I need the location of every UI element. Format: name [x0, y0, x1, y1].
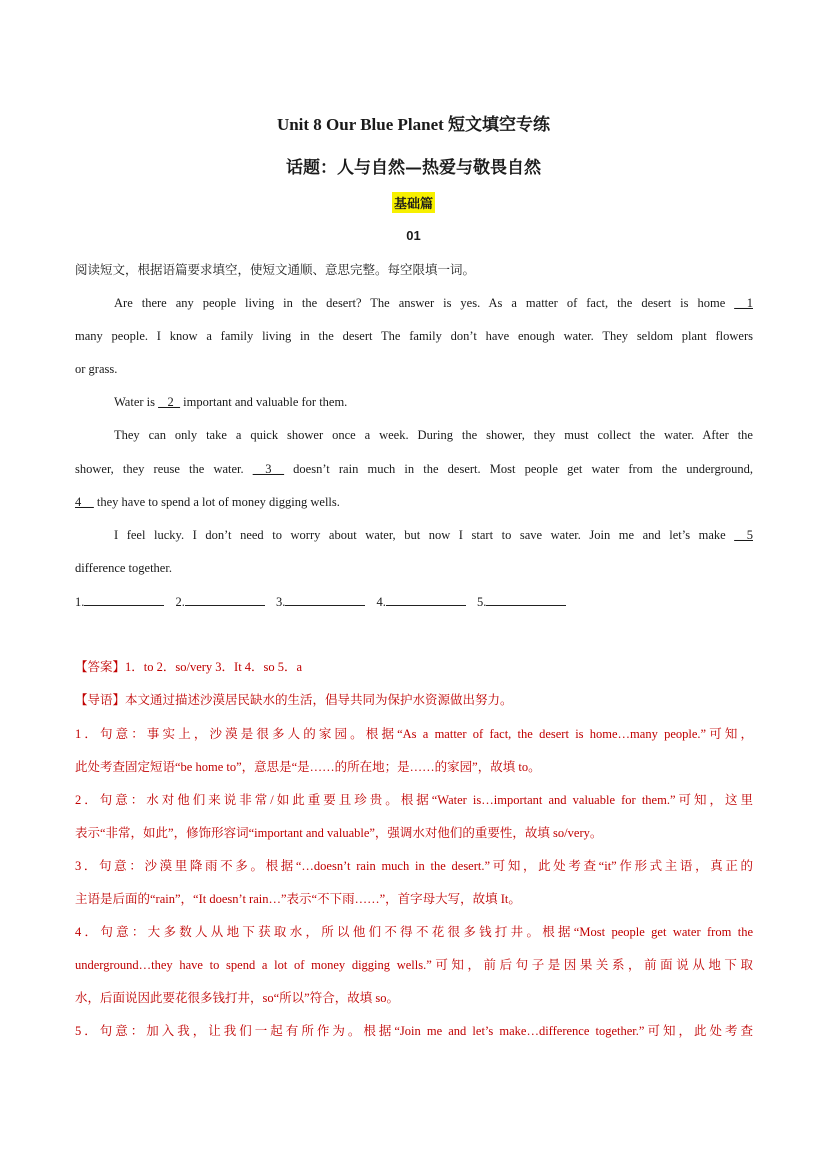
passage-text: important and valuable for them.	[180, 395, 348, 409]
answer-blank-line[interactable]	[386, 592, 466, 606]
level-heading-wrap	[0, 192, 827, 213]
answers-text: 1．to 2．so/very 3．It 4．so 5．a	[125, 660, 303, 674]
blank-5: __5	[734, 528, 753, 542]
explanation-line: 5．句意：加入我，让我们一起有所作为。根据“Join me and let’s make…difference together.”可知，此处考查	[75, 1024, 753, 1038]
explanation-line: 水，后面说因此要花很多钱打井，so“所以”符合，故填 so。	[75, 991, 399, 1005]
explanation-line: 此处考查固定短语“be home to”，意思是“是……的所在地；是……的家园”，故填 to。	[75, 760, 541, 774]
answer-blank-label: 3.	[276, 595, 286, 609]
topic-heading: 话题：人与自然—热爱与敬畏自然	[286, 158, 541, 178]
passage-line	[75, 492, 753, 512]
passage-line	[75, 459, 753, 479]
answer-blank-line[interactable]	[84, 592, 164, 606]
blank-3: __3__	[252, 462, 285, 476]
answer-blank-label: 4.	[376, 595, 386, 609]
explanation-line: 1．句意：事实上，沙漠是很多人的家园。根据“As a matter of fact, the desert is home…many people.”可知，	[75, 727, 753, 741]
blank-2: _ 2_	[158, 395, 180, 409]
explanation-line: underground…they have to spend a lot of money digging wells.”可知，前后句子是因果关系，前面说从地下取	[75, 958, 753, 972]
answer-blank-label: 5.	[477, 595, 487, 609]
guide-text: 本文通过描述沙漠居民缺水的生活，倡导共同为保护水资源做出努力。	[125, 693, 513, 707]
passage-text: doesn’t rain much in the desert. Most people get water from the underground,	[284, 462, 753, 476]
passage-text: Are there any people living in the desert? The answer is yes. As a matter of fact, the desert is home	[114, 296, 735, 310]
answer-blank-line[interactable]	[285, 592, 365, 606]
passage-line: difference together.	[75, 561, 172, 575]
passage-line: or grass.	[75, 362, 118, 376]
explanation-line: 主语是后面的“rain”，“It doesn’t rain…”表示“不下雨……”，首字母大写，故填 It。	[75, 892, 521, 906]
answer-blank-label: 2.	[175, 595, 185, 609]
document-title: Unit 8 Our Blue Planet 短文填空专练	[276, 115, 551, 134]
explanation-line: 2．句意：水对他们来说非常/如此重要且珍贵。根据“Water is…important and valuable for them.”可知，这里	[75, 793, 753, 807]
explanation-line: 表示“非常，如此”，修饰形容词“important and valuable”，强调水对他们的重要性，故填 so/very。	[75, 826, 603, 840]
instructions: 阅读短文，根据语篇要求填空，使短文通顺、意思完整。每空限填一词。	[75, 263, 476, 277]
answer-blank-label: 1.	[75, 595, 85, 609]
answers-label: 【答案】	[75, 660, 126, 674]
passage-line	[114, 293, 753, 313]
guide-line	[75, 690, 753, 710]
explanation-line: 4．句意：大多数人从地下获取水，所以他们不得不花很多钱打井。根据“Most people get water from the	[75, 925, 753, 939]
answers-line	[75, 657, 753, 677]
level-heading: 基础篇	[392, 192, 435, 213]
blank-1: __1	[734, 296, 753, 310]
passage-line: many people. I know a family living in the desert The family don’t have enough water. They seldom plant flowers	[75, 329, 753, 343]
section-number: 01	[406, 228, 421, 243]
passage-line	[114, 392, 753, 412]
explanation-line: 3．句意：沙漠里降雨不多。根据“…doesn’t rain much in the desert.”可知，此处考查“it”作形式主语，真正的	[75, 859, 753, 873]
passage-line	[114, 525, 753, 545]
blank-4: 4__	[75, 495, 94, 509]
passage-line: They can only take a quick shower once a week. During the shower, they must collect the water. After the	[114, 428, 753, 442]
passage-text: they have to spend a lot of money digging wells.	[93, 495, 340, 509]
answer-blanks-row	[75, 592, 753, 612]
answer-blank-line[interactable]	[486, 592, 566, 606]
answer-blank-line[interactable]	[185, 592, 265, 606]
guide-label: 【导语】	[75, 693, 126, 707]
passage-text: Water is	[114, 395, 159, 409]
passage-text: I feel lucky. I don’t need to worry about water, but now I start to save water. Join me and let’s make	[114, 528, 735, 542]
passage-text: shower, they reuse the water.	[75, 462, 253, 476]
